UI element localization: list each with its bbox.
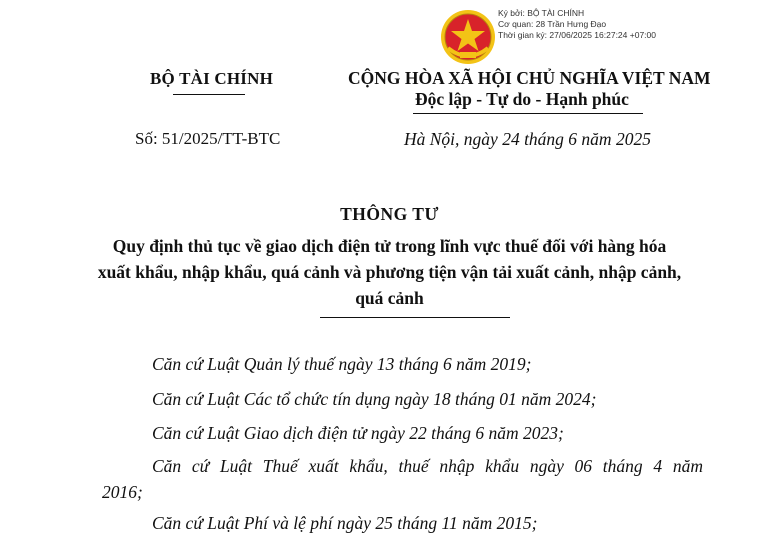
motto-underline bbox=[413, 113, 643, 114]
national-motto: Độc lập - Tự do - Hạnh phúc bbox=[415, 89, 629, 109]
issuing-ministry: BỘ TÀI CHÍNH bbox=[150, 69, 274, 88]
subject-line: quá cảnh bbox=[355, 288, 424, 308]
signature-time: Thời gian ký: 27/06/2025 16:27:24 +07:00 bbox=[498, 30, 656, 40]
document-subject bbox=[0, 233, 779, 311]
subject-line: xuất khẩu, nhập khẩu, quá cảnh và phương tiện vận tải xuất cảnh, nhập cảnh, bbox=[97, 262, 682, 282]
legal-basis-continuation: 2016; bbox=[102, 482, 143, 502]
legal-basis-item: Căn cứ Luật Giao dịch điện tử ngày 22 tháng 6 năm 2023; bbox=[152, 423, 564, 443]
ministry-underline bbox=[173, 94, 245, 95]
legal-basis-item: Căn cứ Luật Phí và lệ phí ngày 25 tháng 11 năm 2015; bbox=[152, 513, 538, 533]
document-type-title: THÔNG TƯ bbox=[340, 204, 439, 224]
place-and-date: Hà Nội, ngày 24 tháng 6 năm 2025 bbox=[404, 129, 651, 149]
subject-line: Quy định thủ tục về giao dịch điện tử trong lĩnh vực thuế đối với hàng hóa bbox=[112, 236, 667, 256]
legal-basis-item: Căn cứ Luật Thuế xuất khẩu, thuế nhập khẩu ngày 06 tháng 4 năm bbox=[152, 456, 703, 476]
signature-signer: Ký bởi: BỘ TÀI CHÍNH bbox=[498, 8, 585, 18]
legal-basis-item: Căn cứ Luật Quản lý thuế ngày 13 tháng 6 năm 2019; bbox=[152, 354, 532, 374]
nation-name: CỘNG HÒA XÃ HỘI CHỦ NGHĨA VIỆT NAM bbox=[348, 68, 711, 88]
signature-agency: Cơ quan: 28 Trần Hưng Đạo bbox=[498, 19, 607, 29]
title-underline bbox=[320, 317, 510, 318]
document-number: Số: 51/2025/TT-BTC bbox=[135, 129, 281, 148]
legal-basis-item: Căn cứ Luật Các tổ chức tín dụng ngày 18 tháng 01 năm 2024; bbox=[152, 389, 597, 409]
digital-signature-info bbox=[498, 8, 656, 41]
national-emblem-icon bbox=[440, 8, 496, 66]
